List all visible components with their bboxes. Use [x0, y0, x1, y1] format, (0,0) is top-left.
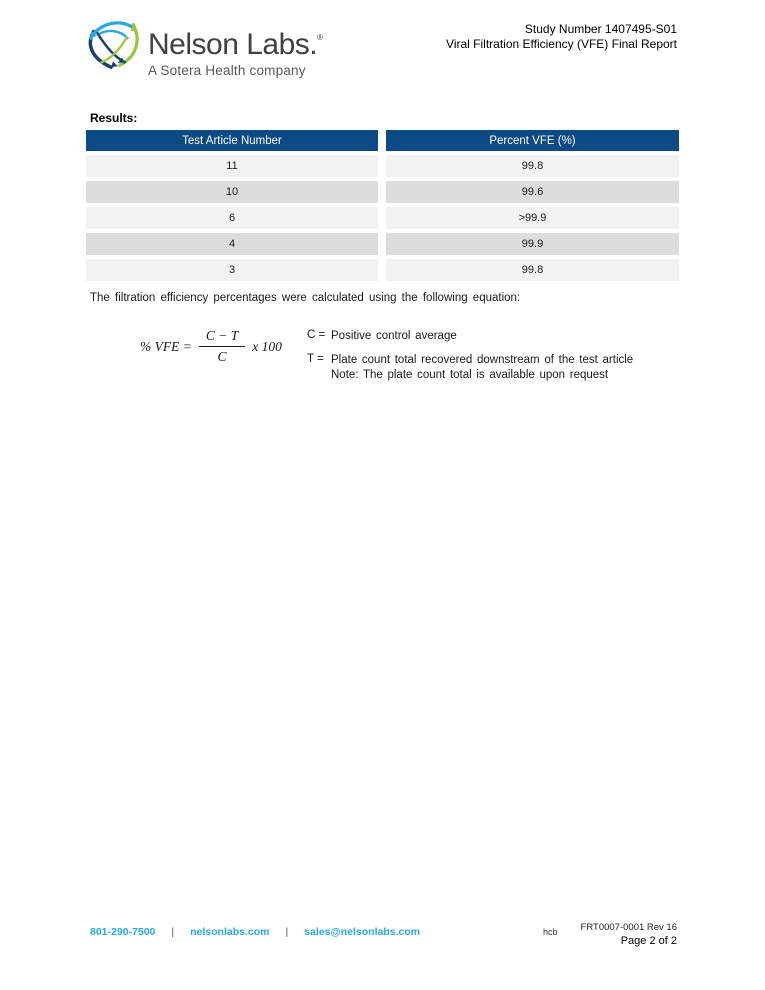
report-header-info: [446, 22, 677, 51]
form-number: FRT0007-0001 Rev 16: [580, 922, 677, 933]
footer-phone-link[interactable]: 801-290-7500: [90, 926, 156, 938]
footer-website-link[interactable]: nelsonlabs.com: [190, 926, 270, 938]
table-row: [86, 233, 679, 255]
results-heading: Results:: [90, 111, 138, 125]
legend-description: Positive control average: [331, 330, 457, 342]
registered-mark: ®: [317, 33, 323, 42]
legend-description-text: Plate count total recovered downstream of the test article: [331, 353, 634, 366]
cell-percent-vfe: 99.8: [386, 259, 679, 281]
table-row: [86, 207, 679, 229]
legend-note: Note: The plate count total is available upon request: [331, 369, 609, 381]
cell-article-number: 4: [86, 233, 378, 255]
footer-document-info: [581, 922, 677, 947]
vfe-formula: [140, 328, 282, 365]
legend-term: C =: [307, 329, 326, 341]
footer-email-link[interactable]: sales@nelsonlabs.com: [304, 926, 421, 938]
formula-numerator: C − T: [199, 328, 245, 347]
equation-intro-text: The filtration efficiency percentages were calculated using the following equation:: [90, 292, 521, 304]
formula-multiplier: x 100: [252, 338, 282, 354]
brand-name: Nelson Labs.®: [148, 28, 323, 61]
cell-percent-vfe: >99.9: [386, 207, 679, 229]
formula-fraction: [199, 328, 245, 365]
column-header-percent-vfe: Percent VFE (%): [386, 130, 679, 151]
results-table: [86, 130, 679, 281]
table-header-row: [86, 130, 679, 151]
legend-item-c: [307, 329, 633, 344]
formula-legend: [307, 329, 633, 392]
table-row: [86, 155, 679, 177]
legend-item-t: [307, 353, 633, 383]
cell-percent-vfe: 99.9: [386, 233, 679, 255]
formula-denominator: C: [217, 349, 227, 364]
table-row: [86, 259, 679, 281]
footer-contact: [90, 926, 420, 938]
cell-article-number: 6: [86, 207, 378, 229]
cell-article-number: 3: [86, 259, 378, 281]
table-row: [86, 181, 679, 203]
footer-separator: |: [171, 926, 175, 938]
cell-article-number: 10: [86, 181, 378, 203]
footer-initials: hcb: [543, 927, 558, 937]
page-number: Page 2 of 2: [620, 935, 677, 947]
cell-percent-vfe: 99.8: [386, 155, 679, 177]
legend-description: [331, 353, 633, 383]
column-header-test-article: Test Article Number: [86, 130, 378, 151]
globe-icon: [84, 16, 142, 72]
nelson-labs-logo: [84, 16, 323, 78]
legend-term: T =: [307, 352, 324, 365]
study-number: Study Number 1407495-S01: [524, 22, 677, 36]
formula-lhs: % VFE =: [140, 338, 192, 354]
cell-percent-vfe: 99.6: [386, 181, 679, 203]
cell-article-number: 11: [86, 155, 378, 177]
report-title: Viral Filtration Efficiency (VFE) Final Report: [446, 36, 677, 51]
brand-tagline: A Sotera Health company: [148, 63, 306, 78]
footer-separator: |: [285, 926, 289, 938]
